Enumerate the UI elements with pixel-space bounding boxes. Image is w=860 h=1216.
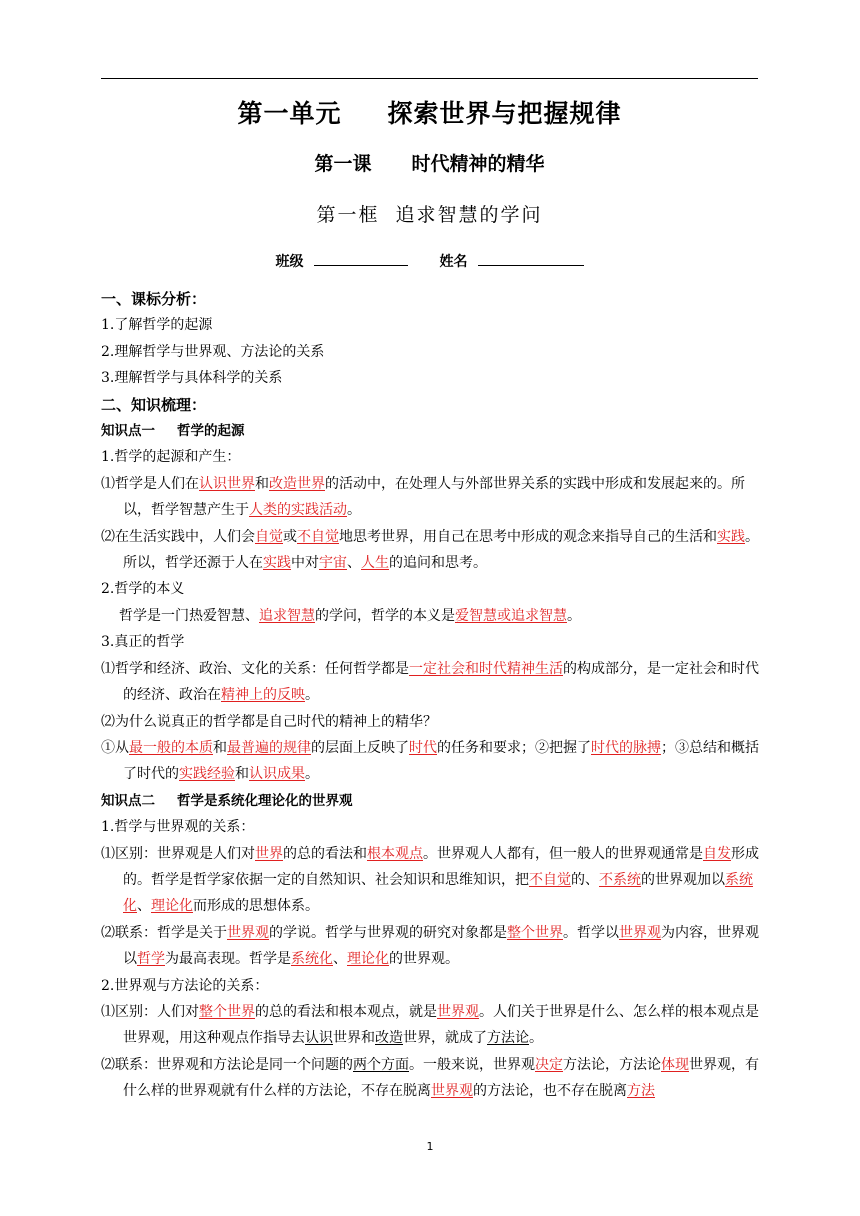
answer: 认识世界 [199, 475, 255, 492]
text: 。 [305, 766, 319, 783]
paragraph [101, 735, 761, 788]
answer: 人生 [361, 555, 389, 572]
class-blank[interactable] [314, 253, 408, 266]
answer: 方法论 [487, 1030, 529, 1047]
text: 的总的看法和根本观点，就是 [255, 1003, 437, 1020]
text: 世界观，有什么样的世界观就有什么样的方法论，不存在脱离 [123, 1056, 759, 1100]
lesson-title [101, 149, 758, 176]
class-label: 班级 [275, 254, 304, 270]
text: ⑵联系：世界观和方法论是同一个问题的 [101, 1056, 353, 1073]
paragraph [101, 841, 761, 920]
answer: 实践经验 [179, 766, 235, 783]
paragraph [101, 603, 761, 629]
kp-title: 哲学是系统化理论化的世界观 [177, 792, 353, 809]
answer: 自发 [703, 845, 731, 862]
answer: 实践 [717, 528, 745, 545]
answer: 体现 [661, 1056, 689, 1073]
answer: 时代的脉搏 [591, 739, 661, 756]
kp1-sub-heading: 3.真正的哲学 [101, 634, 185, 651]
answer: 认识 [305, 1030, 333, 1047]
text: 中对 [291, 555, 319, 572]
answer: 宇宙 [319, 555, 347, 572]
text: 。世界观人人都有，但一般人的世界观通常是 [423, 845, 703, 862]
text: 的构成部分，是一定社会和时代的经济、政治在 [123, 660, 759, 704]
page-number: 1 [426, 1140, 434, 1153]
text: ⑵联系：哲学是关于 [101, 924, 227, 941]
knowledge-point-2-heading [101, 788, 761, 814]
text: ⑴区别：人们对 [101, 1003, 199, 1020]
kp2-sub-heading: 1.哲学与世界观的关系： [101, 819, 255, 836]
answer: 世界观 [227, 924, 269, 941]
text: 的层面上反映了 [311, 739, 409, 756]
answer: 不自觉 [297, 528, 339, 545]
unit-prefix: 第一单元 [237, 99, 342, 128]
lesson-prefix: 第一课 [314, 153, 372, 175]
frame-title [101, 200, 758, 227]
text: 的学说。哲学与世界观的研究对象都是 [269, 924, 507, 941]
answer: 哲学 [137, 951, 165, 968]
answer: 整个世界 [507, 924, 563, 941]
text: 和 [235, 766, 249, 783]
answer: 一定社会和时代精神生活 [409, 660, 563, 677]
standard-item: 2.理解哲学与世界观、方法论的关系 [101, 343, 325, 360]
text: 和 [255, 475, 269, 492]
answer: 理论化 [151, 898, 193, 915]
text: 哲学是一门热爱智慧、 [119, 607, 259, 624]
answer: 爱智慧或追求智慧 [455, 607, 567, 624]
text: 为最高表现。哲学是 [165, 951, 291, 968]
text: 。 [347, 502, 361, 519]
kp-label: 知识点一 [101, 423, 155, 440]
answer: 实践 [263, 555, 291, 572]
text: 。人们关于世界是什么、怎么样的根本观点是世界观，用这种观点作指导去 [123, 1003, 759, 1047]
name-label: 姓名 [439, 254, 468, 270]
answer: 人类的实践活动 [249, 502, 347, 519]
answer: 改造世界 [269, 475, 325, 492]
text: 的世界观加以 [641, 871, 725, 888]
paragraph [101, 471, 761, 524]
unit-title [101, 94, 758, 130]
text: ⑴区别：世界观是人们对 [101, 845, 255, 862]
paragraph: ⑵为什么说真正的哲学都是自己时代的精神上的精华？ [101, 713, 437, 730]
text: 地思考世界，用自己在思考中形成的观念来指导自己的生活和 [339, 528, 717, 545]
answer: 时代 [409, 739, 437, 756]
text: ⑴哲学是人们在 [101, 475, 199, 492]
standard-item: 1.了解哲学的起源 [101, 317, 213, 334]
standard-item: 3.理解哲学与具体科学的关系 [101, 370, 283, 387]
answer: 世界观 [619, 924, 661, 941]
kp-title: 哲学的起源 [177, 423, 245, 440]
kp2-sub-heading: 2.世界观与方法论的关系： [101, 977, 269, 994]
text: 方法论，方法论 [563, 1056, 661, 1073]
header-rule [101, 78, 758, 79]
text: 或 [283, 528, 297, 545]
answer: 理论化 [347, 951, 389, 968]
answer: 世界观 [431, 1083, 473, 1100]
text: ⑴哲学和经济、政治、文化的关系：任何哲学都是 [101, 660, 409, 677]
text: 。所以，哲学还源于人在 [123, 528, 759, 572]
text: 的方法论，也不存在脱离 [473, 1083, 627, 1100]
text: 。一般来说，世界观 [409, 1056, 535, 1073]
answer: 最一般的本质 [129, 739, 213, 756]
text: 的任务和要求；②把握了 [437, 739, 591, 756]
answer: 不自觉 [529, 871, 571, 888]
text: 的追问和思考。 [389, 555, 487, 572]
paragraph [101, 999, 761, 1052]
answer: 整个世界 [199, 1003, 255, 1020]
section-heading-standards: 一、课标分析： [101, 290, 207, 308]
name-blank[interactable] [478, 253, 584, 266]
paragraph [101, 1052, 761, 1105]
text: 。 [529, 1030, 543, 1047]
knowledge-point-1-heading [101, 418, 761, 444]
text: 、 [333, 951, 347, 968]
student-info-line [101, 251, 758, 271]
frame-name: 追求智慧的学问 [395, 204, 543, 226]
text: 而形成的思想体系。 [193, 898, 319, 915]
section-heading-knowledge: 二、知识梳理： [101, 395, 207, 414]
answer: 最普遍的规律 [227, 739, 311, 756]
text: 的学问，哲学的本义是 [315, 607, 455, 624]
text: 和 [213, 739, 227, 756]
lesson-name: 时代精神的精华 [411, 153, 545, 175]
unit-name: 探索世界与把握规律 [387, 99, 622, 128]
text: 的世界观。 [389, 951, 459, 968]
text: 、 [347, 555, 361, 572]
text: 为内容，世界观以 [123, 924, 759, 968]
text: 。 [305, 687, 319, 704]
text: 的活动中，在处理人与外部世界关系的实践中形成和发展起来的。所以，哲学智慧产生于 [123, 475, 745, 519]
paragraph [101, 524, 761, 577]
answer: 系统化 [291, 951, 333, 968]
answer: 精神上的反映 [221, 687, 305, 704]
text: 。 [567, 607, 581, 624]
answer: 改造 [375, 1030, 403, 1047]
answer: 认识成果 [249, 766, 305, 783]
answer: 世界 [255, 845, 283, 862]
paragraph [101, 920, 761, 973]
text: 、 [137, 898, 151, 915]
kp1-sub-heading: 2.哲学的本义 [101, 581, 185, 598]
answer: 系统化 [123, 871, 753, 915]
text: 形成的。哲学是哲学家依据一定的自然知识、社会知识和思维知识，把 [123, 845, 759, 888]
kp1-sub-heading: 1.哲学的起源和产生： [101, 449, 241, 466]
kp-label: 知识点二 [101, 792, 155, 809]
text: 的、 [571, 871, 599, 888]
answer: 根本观点 [367, 845, 423, 862]
paragraph [101, 656, 761, 709]
text: ；③总结和概括了时代的 [123, 739, 759, 783]
worksheet-body [101, 286, 761, 1105]
text: ①从 [101, 739, 129, 756]
answer: 自觉 [255, 528, 283, 545]
text: 世界，就成了 [403, 1030, 487, 1047]
text: 的总的看法和 [283, 845, 367, 862]
answer: 追求智慧 [259, 607, 315, 624]
text: 世界和 [333, 1030, 375, 1047]
text: ⑵在生活实践中，人们会 [101, 528, 255, 545]
answer: 决定 [535, 1056, 563, 1073]
answer: 不系统 [599, 871, 641, 888]
answer: 两个方面 [353, 1056, 409, 1073]
text: 。哲学以 [563, 924, 619, 941]
answer: 方法 [627, 1083, 655, 1100]
frame-prefix: 第一框 [316, 204, 380, 226]
answer: 世界观 [437, 1003, 479, 1020]
